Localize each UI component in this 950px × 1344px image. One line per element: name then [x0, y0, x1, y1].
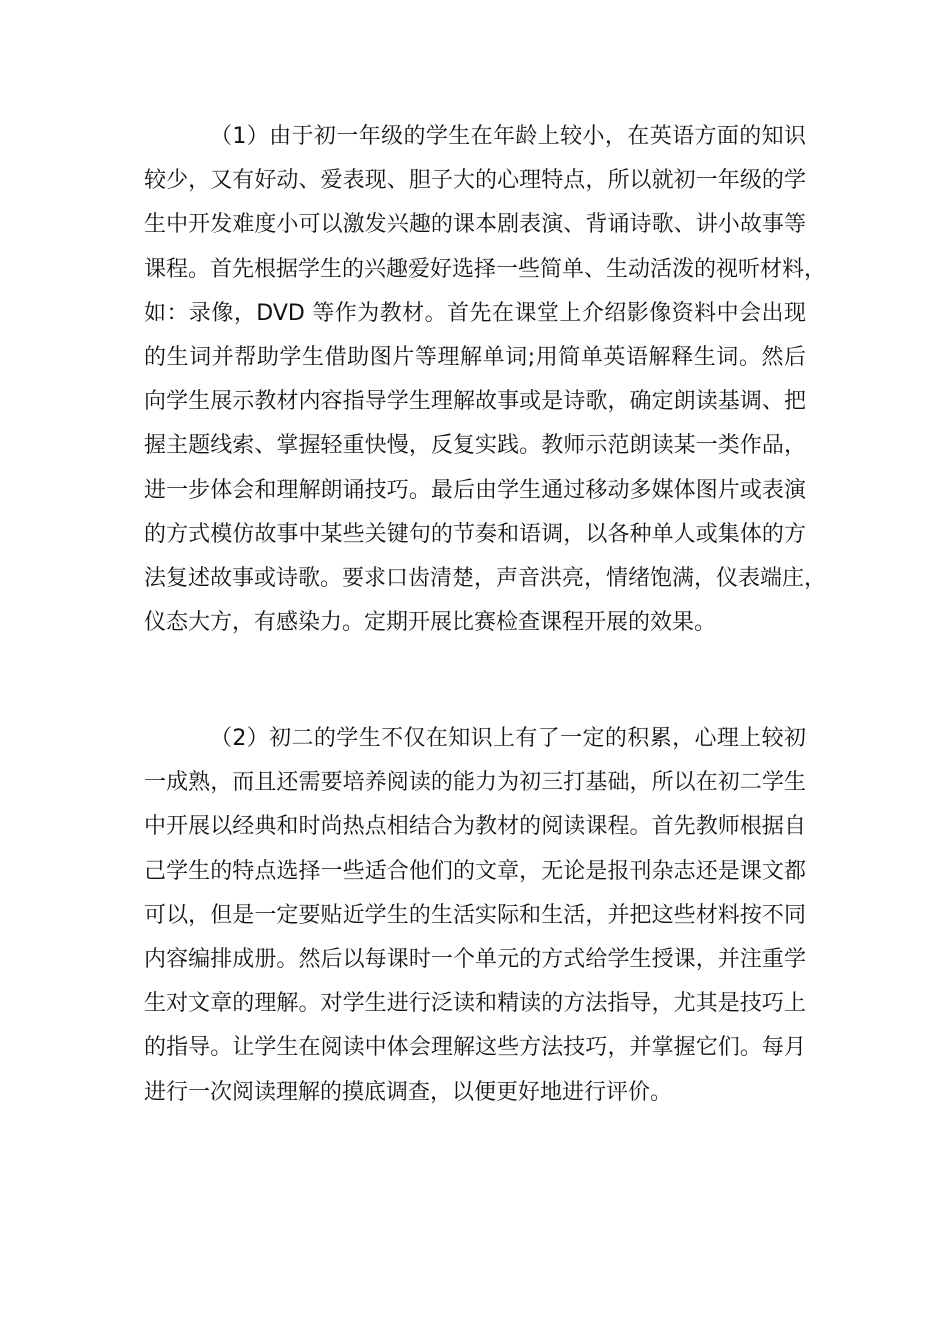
text-line: 进行一次阅读理解的摸底调查，以便更好地进行评价。 [144, 1079, 673, 1105]
text-line: 法复述故事或诗歌。要求口齿清楚，声音洪亮，情绪饱满，仪表端庄， [144, 565, 827, 591]
text-line: 一成熟，而且还需要培养阅读的能力为初三打基础，所以在初二学生 [144, 770, 806, 796]
paragraph-2 [144, 717, 806, 1115]
text-line: 仪态大方，有感染力。定期开展比赛检查课程开展的效果。 [144, 610, 717, 636]
text-line: 向学生展示教材内容指导学生理解故事或是诗歌，确定朗读基调、把 [144, 389, 806, 415]
text-line: 己学生的特点选择一些适合他们的文章，无论是报刊杂志还是课文都 [144, 858, 806, 884]
text-line: （1）由于初一年级的学生在年龄上较小，在英语方面的知识 [210, 124, 806, 149]
text-line: （2）初二的学生不仅在知识上有了一定的积累，心理上较初 [210, 726, 806, 751]
text-line: 中开展以经典和时尚热点相结合为教材的阅读课程。首先教师根据自 [144, 814, 806, 840]
text-line: 如：录像，DVD 等作为教材。首先在课堂上介绍影像资料中会出现 [144, 300, 806, 326]
text-line: 的生词并帮助学生借助图片等理解单词;用简单英语解释生词。然后 [144, 344, 806, 370]
text-line: 生对文章的理解。对学生进行泛读和精读的方法指导，尤其是技巧上 [144, 991, 806, 1017]
text-line: 的方式模仿故事中某些关键句的节奏和语调，以各种单人或集体的方 [144, 521, 806, 547]
text-line: 可以，但是一定要贴近学生的生活实际和生活，并把这些材料按不同 [144, 902, 806, 928]
text-line: 较少，又有好动、爱表现、胆子大的心理特点，所以就初一年级的学 [144, 168, 806, 194]
text-line: 握主题线索、掌握轻重快慢，反复实践。教师示范朗读某一类作品， [144, 433, 806, 459]
text-line: 课程。首先根据学生的兴趣爱好选择一些简单、生动活泼的视听材料， [144, 256, 827, 282]
text-line: 内容编排成册。然后以每课时一个单元的方式给学生授课，并注重学 [144, 946, 806, 972]
text-line: 进一步体会和理解朗诵技巧。最后由学生通过移动多媒体图片或表演 [144, 477, 806, 503]
text-line: 的指导。让学生在阅读中体会理解这些方法技巧，并掌握它们。每月 [144, 1035, 806, 1061]
text-line: 生中开发难度小可以激发兴趣的课本剧表演、背诵诗歌、讲小故事等 [144, 212, 806, 238]
paragraph-1 [144, 115, 827, 645]
